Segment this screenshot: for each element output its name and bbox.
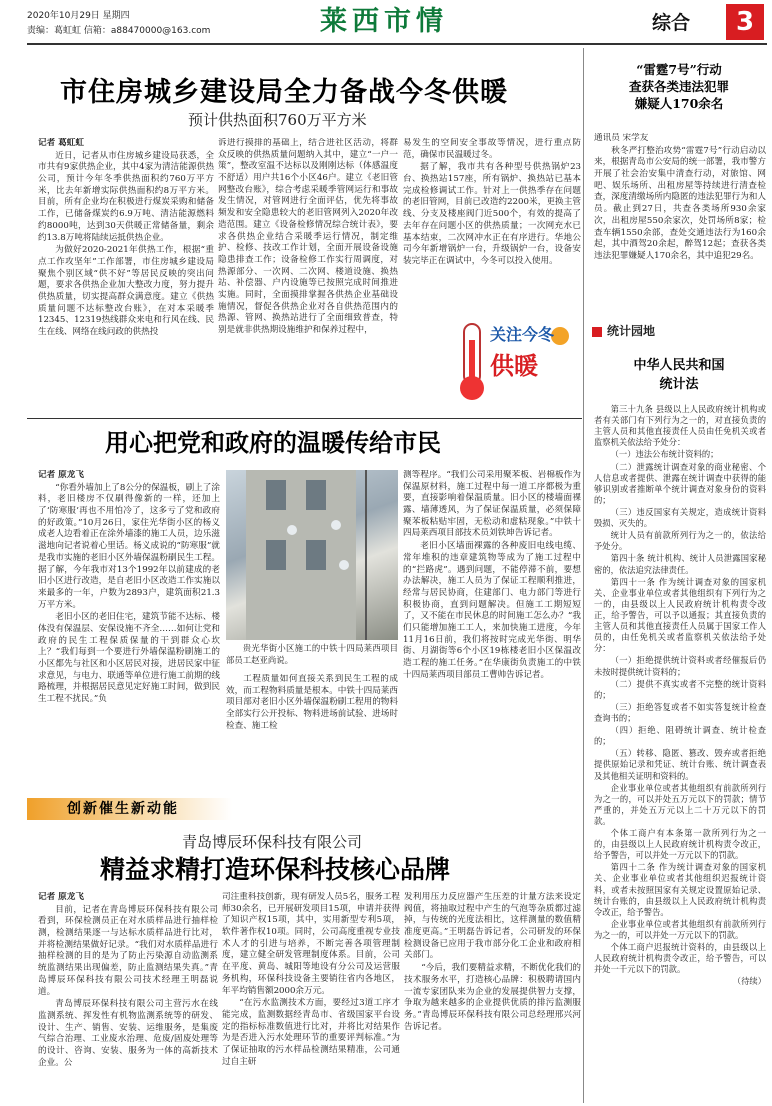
law-paragraph: 第四十二条 作为统计调查对象的国家机关、企业事业单位或者其他组织迟报统计资料，或者未按照国家有关规定设置原始记录、统计台账的，由县级以上人民政府统计机构责令改正，给予警告。 <box>594 862 766 917</box>
law-paragraph: （待续） <box>732 976 766 987</box>
page-number: 3 <box>726 4 764 40</box>
article2-byline: 记者 原龙飞 <box>38 470 84 480</box>
editor-contact: 责编：葛虹虹 信箱：a88470000@163.com <box>27 26 211 36</box>
paragraph: 近日，记者从市住房城乡建设局获悉，全市共有9家供热企业，其中4家为清洁能源供热公司，预计今年冬季供热面积约760万平方米，比去年新增实际供热面积约8万平方米。目前，所有企业均在积极进行煤炭采购和储备工作，已储备煤炭约6.9万吨、清洁能源燃料约8000吨，达到30天供暖正常储备量，剩余约13.8万吨将陆续运抵供热企业。 <box>38 150 214 243</box>
paragraph: “今后，我们要精益求精，不断优化我们的技术服务水平，打造核心品牌：积极聘请国内一流专家团队来为企业的发展提供智力支撑，争取为越来越多的企业提供优质的排污监测服务。”青岛博辰环保科技有限公司总经理邢兴河告诉记者。 <box>404 963 581 1032</box>
article3-title: 精益求精打造环保科技核心品牌 <box>100 855 451 884</box>
article1-byline: 记者 葛虹虹 <box>38 138 84 148</box>
title-line: 统计法 <box>659 376 699 392</box>
paragraph: 据了解，我市共有各种型号供热锅炉23台、换热站157座，所有锅炉、换热站已基本完成检修调试工作。针对上一供热季存在问题的老旧管网，目前已改造约2200米，更换主管线、分支及楼座阀门近500个，有效的提高了去年存在问题小区的供热质量；一次网充水已基本结束，二次网冲水正在有序进行。华地公司今年新增锅炉一台，升级锅炉一台，设备安装完毕正在调试中，今冬可以投入使用。 <box>403 162 581 266</box>
column-label: 统计园地 <box>607 324 656 338</box>
article2-title: 用心把党和政府的温暖传给市民 <box>105 428 441 457</box>
section-label: 综合 <box>652 12 691 34</box>
paragraph: 目前，记者在青岛博辰环保科技有限公司看到，环保检测员正在对水质样品进行抽样检测，检测结果逐一与达标水质样品进行比对，并将检测结果做好记录。“我们对水质样品进行抽样检测的目的是为了防止污染源自动监测系统监测结果出现偏差，防止监测结果失真。”青岛博辰环保科技有限公司技术经理王明磊说道。 <box>38 904 218 997</box>
article1-col3 <box>403 138 581 308</box>
construction-photo <box>226 470 398 640</box>
article3-byline: 记者 原龙飞 <box>38 892 84 902</box>
law-paragraph: （一）违法公布统计资料的； <box>610 449 719 460</box>
article1-col2 <box>218 138 398 415</box>
paragraph: 秋冬严打整治攻势“雷霆7号”行动启动以来，根据青岛市公安局的统一部署，我市警方开展了社会治安集中清查行动，对旅馆、网吧、娱乐场所、出租房屋等持续进行清查检查，深度清缴场所内隐匿的违法犯罪行为和人员。截止到27日，共查各类场所930余家次，出租房屋550余家次，处罚场所8家；检查车辆1550余部，查处交通违法行为160余起，其中酒驾20余起，醉驾12起；查获各类违法犯罪嫌疑人170余名，其中追犯29名。 <box>594 145 766 261</box>
divider <box>27 418 582 419</box>
paragraph: “在污水监测技术方面，要经过3道工序才能完成，监测数据经青岛市、省级国家平台设定的指标标准数值进行比对，并将比对结果作为是否进入污水处理环节的重要评判标准。”为了保证抽取的污水样品检测结果精准，公司通过自主研 <box>222 998 400 1067</box>
paragraph: 易发生的空间安全事故等情况，进行重点防范，确保市民温暖过冬。 <box>403 138 581 160</box>
paragraph: 老旧小区墙面裸露的各种废旧电线电缆、常年堆积的违章建筑物等成为了施工过程中的“拦路虎”。遇到问题，不能停滞不前，要想办法解决，施工人员为了保证工程顺利推进，经常与居民协商，住建部门、电力部门等进行积极协商，直到问题解决。但施工工期短短了，又不能在市民休息的时间施工怎么办？“我们只能增加施工工人，来加快施工进度，今年11月16日前，我们将按时完成光华街、明华街、月湖街等6个小区19栋楼老旧小区保温改造工程的施工任务。”在华康街负责施工的中铁十四局莱西项目部员工曹帅告诉记者。 <box>403 541 581 680</box>
sidebar-byline: 通讯员 宋学友 <box>594 133 649 143</box>
issue-date: 2020年10月29日 星期四 <box>27 11 130 21</box>
law-paragraph: （一）拒绝提供统计资料或者经催报后仍未按时提供统计资料的； <box>594 655 766 677</box>
column-divider <box>583 48 584 1103</box>
paragraph: 测等程序。“我们公司采用聚苯板、岩棉板作为保温原材料，施工过程中每一道工序都极为重要，直接影响着保温质量。旧小区的楼墙面裸露、墙薄透风，为了保证保温质量，必须保障聚苯板粘贴牢固，无松动和虚粘现象。”中铁十四局莱西项目部技术员刘铁坤告诉记者。 <box>403 470 581 539</box>
article2-col3 <box>403 470 581 774</box>
header-rule <box>27 43 767 45</box>
article3-col1 <box>38 892 218 1104</box>
law-paragraph: （二）提供不真实或者不完整的统计资料的； <box>594 678 766 700</box>
badge-line2: 供暖 <box>490 351 538 380</box>
law-paragraph: 第三十九条 县级以上人民政府统计机构或者有关部门有下列行为之一的，对直接负责的主管人员和其他直接责任人员由任免机关或者监察机关依法给予处分： <box>594 404 766 448</box>
paragraph: 司注重科技创新，现有研发人员5名，服务工程师30余名，已开展研发项目15项，申请并获得了知识产权15项，其中，实用新型专利5项，软件著作权10项。同时，公司高度重视专业技术人才的引进与培养，不断完善各项管理制度，建立健全研发管理制度体系。目前，公司在平度、黄岛、城阳等地设有分公司及运营服务机构，环保科技设备主要销往省内各地区，年平均销售额2000余万元。 <box>222 892 400 996</box>
paragraph: 青岛博辰环保科技有限公司主营污水在线监测系统、挥发性有机物监测系统等的研发、设计、生产、销售、安装、运维服务，是集废气综合治理、工业废水治理、危废/固废处理等的设计、咨询、安装、服务为一体的高新技术企业。公 <box>38 999 218 1068</box>
sidebar-story-title <box>588 62 770 113</box>
heating-badge <box>450 318 578 404</box>
law-paragraph: （四）拒绝、阻碍统计调查、统计检查的； <box>594 725 766 747</box>
law-title <box>588 357 770 395</box>
article2-col1 <box>38 470 220 774</box>
article3-col3 <box>404 892 581 1104</box>
law-paragraph: 个体工商户有本条第一款所列行为之一的，由县级以上人民政府统计机构责令改正，给予警告，可以并处一万元以下的罚款。 <box>594 828 766 861</box>
paragraph: 工程质量如何直接关系到民生工程的成效，而工程物料质量是根本。中铁十四局莱西项目部对老旧小区外墙保温粉刷工程用的物料全部实行公开投标、物料进场前试验、进场时检查、施工检 <box>226 674 398 731</box>
law-articles <box>594 404 766 1104</box>
law-paragraph: 统计人员有前款所列行为之一的，依法给予处分。 <box>594 530 766 552</box>
photo-caption: 贵光华街小区施工的中铁十四局莱西项目部员工赵亚尚说。 <box>226 643 398 665</box>
paragraph: 老旧小区的老旧住宅，建筑节能不达标、楼体没有保温层、安保设施不齐全……如何让党和政府的民生工程保质保量的干到群众心坎上？“我们每到一个要进行外墙保温粉刷施工的小区都先与社区和小区居民对接，进居民家中征求意见，与电力、联通等单位进行施工前期的线路梳理，并根据居民意见定好施工时间，做到民生工程不扰民。”负 <box>38 612 220 705</box>
banner-label: 创新催生新动能 <box>67 801 179 817</box>
law-paragraph: （三）违反国家有关规定，造成统计资料毁损、灭失的。 <box>594 506 766 529</box>
paragraph: 诉进行摸排的基础上，结合进社区活动，将群众反映的供热质量问题纳入其中，建立“一户一策”，整改室温不达标以及刚刚达标（体感温度不舒适）用户共16个小区46户。建立《老旧管网整改台账》，综合考虑采暖季管网运行和事故发生情况，对管网进行全面评估，优先将事故频发和安全隐患较大的老旧管网列入2020年改造范围。建立《设备检修情况综合统计表》，要求各供热企业结合采暖季运行情况，制定维护、检修、技改工作计划，全面开展设备设施隐患排查工作；设备检修工作实行周调度，对热源部分、一次网、二次网、楼道设施、换热站、补偿器、户内设施等已按照完成时间推进实施。同时，全面摸排掌握各供热企业基础设施情况，督促各供热企业对各自供热范围内的热源、管网、换热站进行了全面细致普查，特别是就非供热期设施维护和保养过程中， <box>218 138 398 335</box>
law-paragraph: 企业事业单位或者其他组织有前款所列行为之一的，可以并处一万元以下的罚款。 <box>594 918 766 941</box>
sidebar-story <box>594 133 766 319</box>
article1-title: 市住房城乡建设局全力备战今冬供暖 <box>60 77 508 108</box>
paragraph: “你看外墙加上了8公分的保温板，刷上了涂料，老旧楼房不仅刷得像新的一样，还加上了‘防寒服’再也不用怕冷了，这多亏了党和政府的好政策。”10月26日，家住光华街小区的杨义成老人边看着正在涂外墙漆的施工人员，边乐滋滋地向记者说着心里话。杨义成说的“防寒服”就是我市实施的老旧小区外墙保温粉刷民生工程。据了解，今年我市对13个1992年以前建成的老旧小区进行改造，是自老旧小区改造工作实施以来最多的一年，户数为2893户，建筑面积21.3万平方米。 <box>38 482 220 610</box>
square-icon <box>592 327 602 337</box>
law-paragraph: 第四十一条 作为统计调查对象的国家机关、企业事业单位或者其他组织有下列行为之一的，由县级以上人民政府统计机构责令改正，给予警告，可以予以通报；其直接负责的主管人员和其他直接责任人员属于国家工作人员的，由任免机关或者监察机关依法给予处分： <box>594 576 766 654</box>
article3-col2 <box>222 892 400 1104</box>
paragraph: 为做好2020-2021年供热工作，根据“重点工作攻坚年”工作部署，市住房城乡建设局聚焦个别区域“供不好”等居民反映的突出问题，要求各供热企业加大整改力度，努力提升供热质量，切实提高群众满意度。建立《供热质量问题不达标整改台账》，在对本采暖季12345、12319热线群众来电和行风在线、民生在线、网络在线问政的供热投 <box>38 245 214 337</box>
title-line: 查获各类违法犯罪 <box>628 78 729 94</box>
law-paragraph: （五）转移、隐匿、篡改、毁弃或者拒绝提供原始记录和凭证、统计台账、统计调查表及其他相关证明和资料的。 <box>594 748 766 781</box>
law-paragraph: （二）泄露统计调查对象的商业秘密、个人信息或者提供、泄露在统计调查中获得的能够识别或者推断单个统计调查对象身份的资料的； <box>594 461 766 505</box>
title-line: 嫌疑人170余名 <box>634 95 724 111</box>
law-paragraph: 第四十条 统计机构、统计人员泄露国家秘密的，依法追究法律责任。 <box>594 553 766 575</box>
law-paragraph: 企业事业单位或者其他组织有前款所列行为之一的，可以并处五万元以下的罚款；情节严重的，并处五万元以上二十万元以下的罚款。 <box>594 782 766 826</box>
paragraph: 发利用压力反应器产生压差的计量方法来设定阀值，将抽取过程中产生的气泡等杂质都过滤掉，与传统的光度法相比，这样测量的数值精准度更高。”王明磊告诉记者，公司研发的环保检测设备已应用于我市部分化工企业和政府相关部门。 <box>404 892 581 961</box>
article2-col2 <box>226 674 398 774</box>
article1-col1 <box>38 138 214 415</box>
masthead-logo: 莱西市情 <box>320 6 448 37</box>
law-paragraph: （三）拒绝答复或者不如实答复统计检查查询书的； <box>594 701 766 723</box>
innovation-banner <box>27 798 232 820</box>
title-line: 中华人民共和国 <box>633 358 725 373</box>
badge-line1: 关注今冬 <box>490 325 555 344</box>
article1-subtitle: 预计供热面积760万平方米 <box>188 111 367 129</box>
law-paragraph: 个体工商户迟报统计资料的，由县级以上人民政府统计机构责令改正，给予警告，可以并处一千元以下的罚款。 <box>594 942 766 975</box>
article3-kicker: 青岛博辰环保科技有限公司 <box>182 833 363 851</box>
title-line: “雷霆7号”行动 <box>636 62 722 77</box>
